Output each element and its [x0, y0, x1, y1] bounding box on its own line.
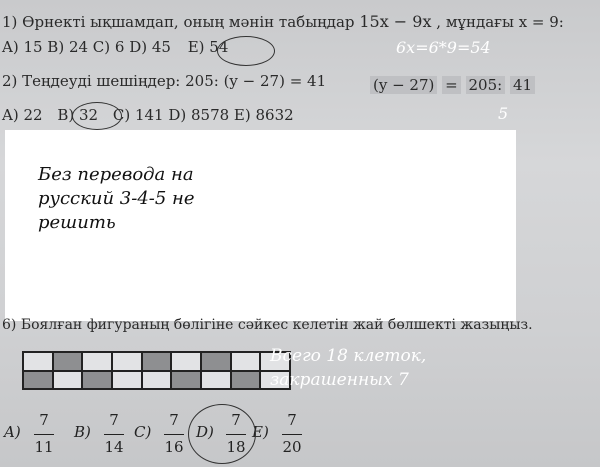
fraction-denominator: 16: [164, 438, 184, 456]
question-2-answer-rest: C) 141 D) 8578 E) 8632: [112, 106, 294, 124]
empty-cell: [112, 371, 142, 390]
overlay-note-line-2: русский 3-4-5 не: [38, 188, 195, 209]
work-equals: =: [442, 76, 461, 94]
question-2-work: [370, 76, 535, 94]
fraction-denominator: 14: [104, 438, 124, 456]
question-2-answers: [2, 106, 294, 124]
fraction-denominator: 20: [282, 438, 302, 456]
empty-cell: [231, 352, 261, 371]
empty-cell: [53, 371, 83, 390]
fraction-bar: [282, 434, 302, 435]
shaded-cell: [231, 371, 261, 390]
fraction-label: B): [74, 423, 91, 441]
empty-cell: [171, 352, 201, 371]
shaded-cell: [201, 352, 231, 371]
fraction-denominator: 18: [226, 438, 246, 456]
fraction-numerator: 7: [39, 411, 49, 429]
empty-cell: [142, 371, 172, 390]
handwritten-q2-note: 5: [498, 104, 509, 123]
empty-cell: [82, 352, 112, 371]
empty-cell: [201, 371, 231, 390]
question-1-text: 1) Өрнекті ықшамдап, оның мәнін табыңдар: [2, 13, 355, 31]
question-1: [2, 12, 564, 31]
overlay-note: [38, 163, 195, 235]
overlay-note-line-1: Без перевода на: [38, 164, 194, 185]
work-part-a: (y − 27): [370, 76, 437, 94]
question-1-answers: [2, 38, 228, 56]
fraction-bar: [164, 434, 184, 435]
shaded-figure-grid: [22, 351, 291, 390]
fraction-numerator: 7: [109, 411, 119, 429]
handwritten-q6-note-1: Всего 18 клеток,: [270, 346, 427, 366]
overlay-note-line-3: решить: [38, 212, 116, 233]
shaded-cell: [142, 352, 172, 371]
work-part-c: 41: [510, 76, 535, 94]
shaded-cell: [23, 371, 53, 390]
work-part-b: 205:: [466, 76, 506, 94]
question-1-expression: 15x − 9x: [359, 12, 432, 31]
answer-b-circle: [72, 102, 122, 130]
shaded-cell: [171, 371, 201, 390]
fraction-label: E): [252, 423, 269, 441]
fraction-bar: [104, 434, 124, 435]
handwritten-q1-note: 6x=6*9=54: [396, 38, 491, 57]
question-2-text: 2) Теңдеуді шешіңдер: 205: (y − 27) = 41: [2, 72, 327, 90]
fraction-label: A): [4, 423, 21, 441]
empty-cell: [112, 352, 142, 371]
answer-e-circle: [217, 36, 275, 66]
fraction-label: D): [196, 423, 214, 441]
fraction-numerator: 7: [169, 411, 179, 429]
shaded-cell: [82, 371, 112, 390]
question-2-answer-a: A) 22: [2, 106, 43, 124]
question-2-answer-b: B) 32: [57, 106, 99, 124]
handwritten-q6-note-2: закрашенных 7: [270, 370, 409, 390]
fraction-denominator: 11: [34, 438, 54, 456]
empty-cell: [23, 352, 53, 371]
question-6-text: 6) Боялған фигураның бөлігіне сәйкес келетін жай бөлшекті жазыңыз.: [2, 317, 533, 333]
question-1-tail: , мұндағы x = 9:: [436, 13, 564, 31]
fraction-numerator: 7: [231, 411, 241, 429]
fraction-bar: [34, 434, 54, 435]
fraction-label: C): [134, 423, 152, 441]
question-1-answer-list: A) 15 B) 24 C) 6 D) 45: [2, 38, 171, 56]
fraction-numerator: 7: [287, 411, 297, 429]
question-1-answer-e: E) 54: [187, 38, 229, 56]
answer-d-circle: [188, 404, 256, 464]
shaded-cell: [53, 352, 83, 371]
